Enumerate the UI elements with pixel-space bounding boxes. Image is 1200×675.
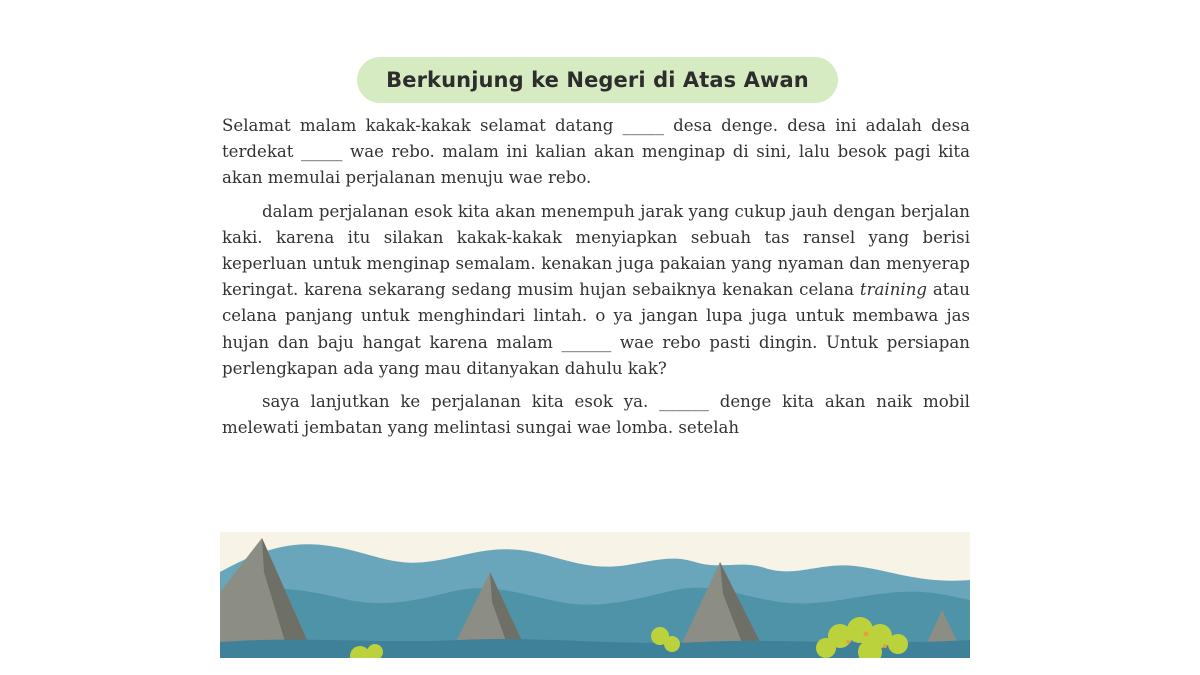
mountain-landscape-image — [220, 532, 970, 658]
italic-word: training — [859, 280, 928, 300]
paragraph-2-end: atau celana panjang untuk menghindari lintah. o ya jangan lupa juga untuk membawa jas hujan dan baju hangat karena malam ______ wae rebo pasti dingin. Untuk persiapan perlengkapan ada yang mau ditanyakan dahulu kak? — [222, 280, 970, 378]
paragraph-3: saya lanjutkan ke perjalanan kita esok ya. ______ denge kita akan naik mobil melewati jembatan yang melintasi sungai wae lomba. setelah — [222, 392, 970, 438]
mountain-illustration — [220, 532, 970, 658]
story-text — [222, 113, 970, 448]
title-banner — [357, 57, 838, 103]
paragraph-1: Selamat malam kakak-kakak selamat datang _____ desa denge. desa ini adalah desa terdekat _____ wae rebo. malam ini kalian akan menginap di sini, lalu besok pagi kita akan memulai perjalanan menuju wae rebo. — [222, 116, 970, 188]
paragraph-2 — [222, 199, 970, 382]
page-title: Berkunjung ke Negeri di Atas Awan — [386, 68, 809, 92]
paragraph-2-start: dalam perjalanan esok kita akan menempuh jarak yang cukup jauh dengan berjalan kaki. karena itu silakan kakak-kakak menyiapkan sebuah tas ransel yang berisi keperluan untuk menginap semalam. kenakan juga pakaian yang nyaman dan menyerap keringat. karena sekarang sedang musim hujan sebaiknya kenakan celana — [222, 201, 970, 300]
